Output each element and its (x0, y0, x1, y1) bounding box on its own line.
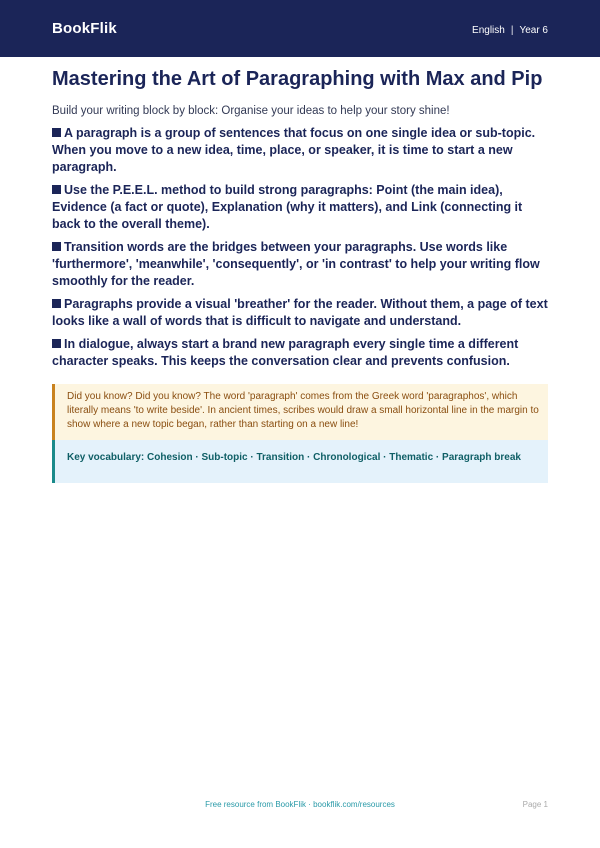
key-point (52, 296, 548, 330)
subject-label: English (472, 25, 505, 36)
brand-logo-text: BookFlik (52, 20, 117, 37)
page-header (0, 0, 600, 57)
main-content (0, 67, 600, 483)
key-point-text: Transition words are the bridges between your paragraphs. Use words like 'furthermore', 'meanwhile', 'consequently', or 'in contrast' to help your writing flow smoothly for the reader. (52, 240, 540, 288)
page-subtitle: Build your writing block by block: Organise your ideas to help your story shine! (52, 105, 450, 117)
key-point (52, 336, 548, 370)
page-number: Page 1 (522, 800, 548, 809)
meta-separator: | (510, 25, 514, 36)
year-label: Year 6 (519, 25, 548, 36)
did-you-know-box: Did you know? Did you know? The word 'paragraph' comes from the Greek word 'paragraphos', which literally means 'to write beside'. In ancient times, scribes would draw a small horizontal line in the margin to show where a new topic began, rather than starting on a new line! (52, 384, 548, 440)
header-meta (472, 25, 548, 36)
key-points-list (52, 125, 548, 370)
square-bullet-icon (52, 128, 61, 137)
square-bullet-icon (52, 339, 61, 348)
footer-resource-link[interactable]: Free resource from BookFlik · bookflik.com/resources (205, 800, 395, 809)
key-point (52, 182, 548, 233)
page-footer (52, 800, 548, 809)
key-point-text: Paragraphs provide a visual 'breather' for the reader. Without them, a page of text looks like a wall of words that is difficult to navigate and understand. (52, 297, 548, 328)
key-point-text: Use the P.E.E.L. method to build strong paragraphs: Point (the main idea), Evidence (a fact or quote), Explanation (why it matters), and Link (connecting it back to the overall theme). (52, 183, 523, 231)
page-title: Mastering the Art of Paragraphing with Max and Pip (52, 68, 543, 90)
square-bullet-icon (52, 185, 61, 194)
square-bullet-icon (52, 299, 61, 308)
key-point (52, 239, 548, 290)
key-point (52, 125, 548, 176)
key-point-text: A paragraph is a group of sentences that focus on one single idea or sub-topic. When you move to a new idea, time, place, or speaker, it is time to start a new paragraph. (52, 126, 536, 174)
square-bullet-icon (52, 242, 61, 251)
key-point-text: In dialogue, always start a brand new paragraph every single time a different character speaks. This keeps the conversation clear and prevents confusion. (52, 337, 519, 368)
key-vocabulary-box: Key vocabulary: Cohesion · Sub-topic · Transition · Chronological · Thematic · Paragraph break (52, 440, 548, 483)
